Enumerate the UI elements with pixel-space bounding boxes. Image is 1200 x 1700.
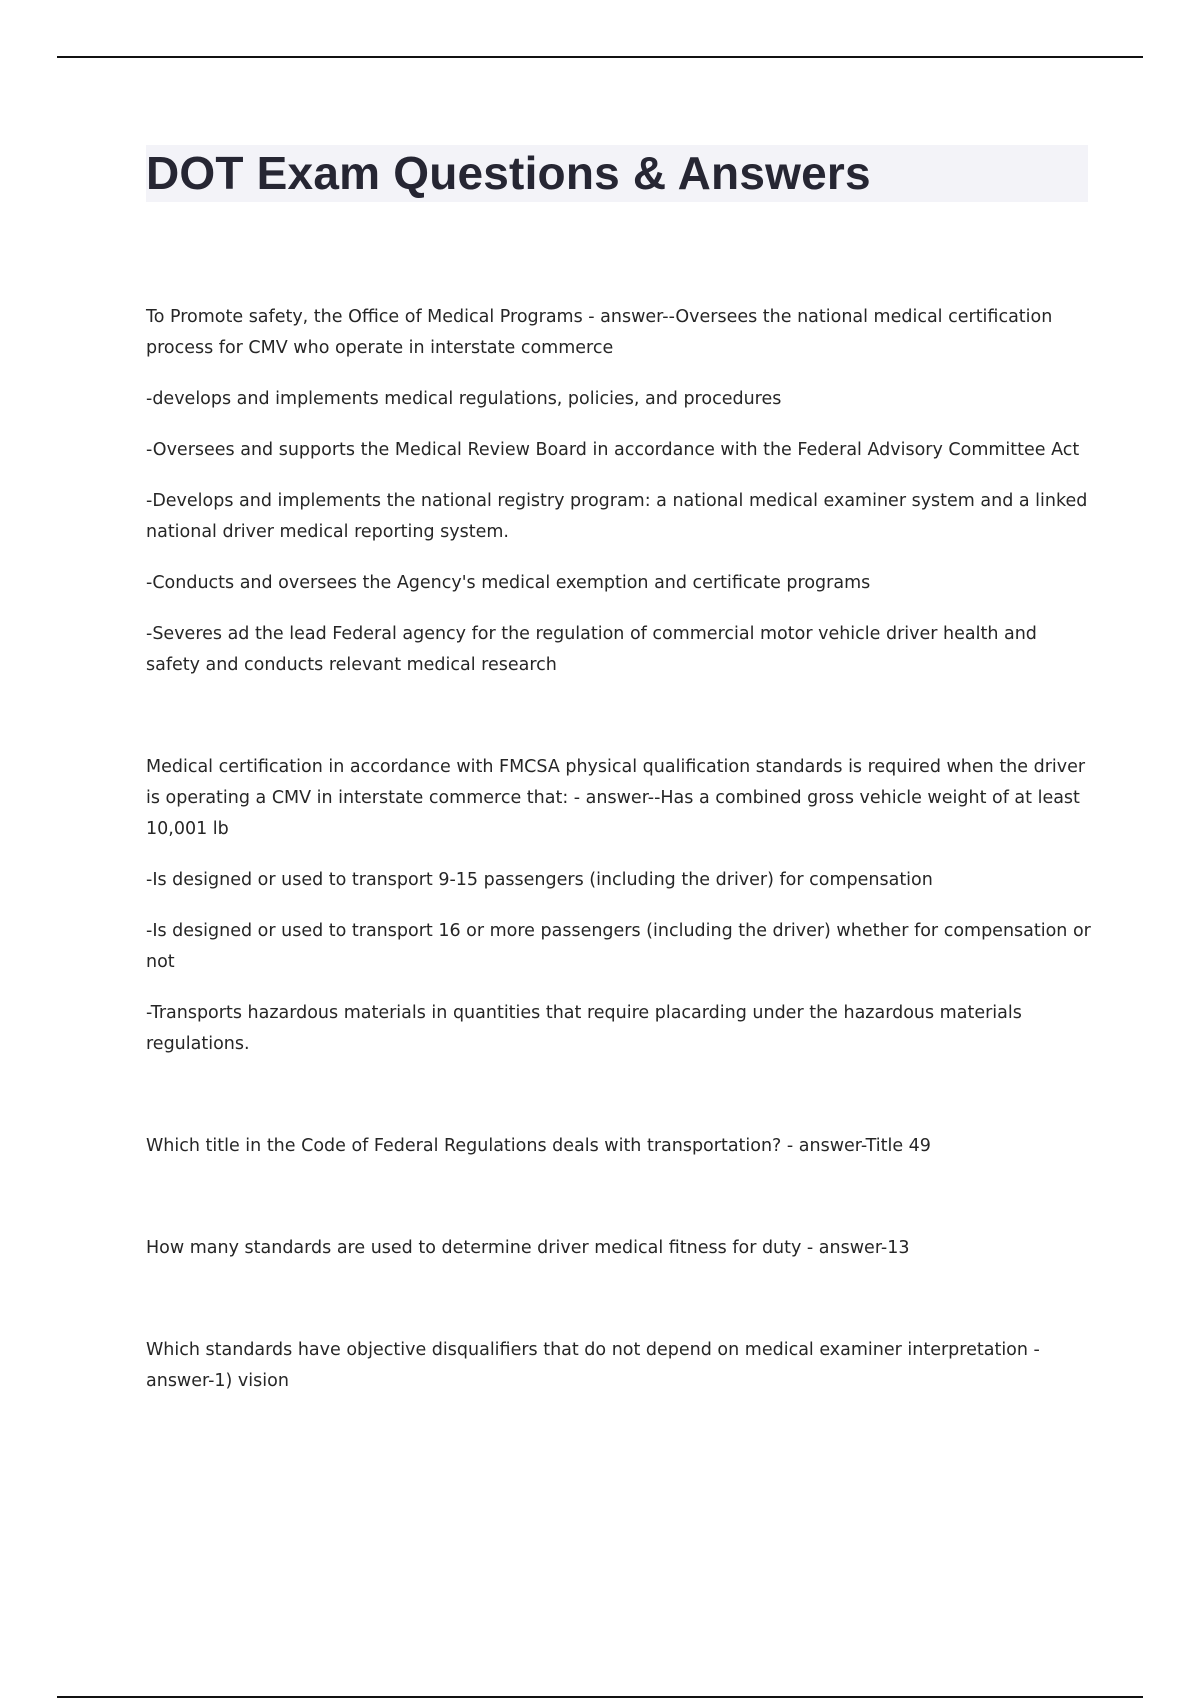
qa-paragraph: -Transports hazardous materials in quantities that require placarding under the hazardous materials regulations. (146, 1003, 1022, 1054)
qa-paragraph: -develops and implements medical regulations, policies, and procedures (146, 389, 782, 409)
qa-paragraph: -Develops and implements the national registry program: a national medical examiner system and a linked national driver medical reporting system. (146, 491, 1088, 542)
qa-block-medical-programs (146, 302, 1091, 681)
qa-paragraph: Medical certification in accordance with FMCSA physical qualification standards is required when the driver is operating a CMV in interstate commerce that: - answer--Has a combined gross vehicle weight of at least 10,001 lb (146, 757, 1086, 839)
qa-block-cfr-title (146, 1131, 1091, 1162)
qa-paragraph: -Is designed or used to transport 16 or more passengers (including the driver) whether for compensation or not (146, 921, 1091, 972)
qa-paragraph: Which title in the Code of Federal Regulations deals with transportation? - answer-Title 49 (146, 1136, 931, 1156)
qa-paragraph: Which standards have objective disqualifiers that do not depend on medical examiner interpretation - answer-1) vision (146, 1340, 1040, 1391)
bottom-rule (57, 1696, 1143, 1698)
qa-paragraph: -Is designed or used to transport 9-15 passengers (including the driver) for compensation (146, 870, 933, 890)
page-title: DOT Exam Questions & Answers (146, 147, 871, 199)
qa-block-medical-certification (146, 752, 1091, 1060)
qa-paragraph: -Severes ad the lead Federal agency for the regulation of commercial motor vehicle driver health and safety and conducts relevant medical research (146, 624, 1037, 675)
qa-paragraph: -Conducts and oversees the Agency's medical exemption and certificate programs (146, 573, 871, 593)
qa-content (146, 302, 1091, 1397)
qa-paragraph: How many standards are used to determine driver medical fitness for duty - answer-13 (146, 1238, 910, 1258)
qa-paragraph: To Promote safety, the Office of Medical Programs - answer--Oversees the national medical certification process for CMV who operate in interstate commerce (146, 307, 1053, 358)
qa-block-standards-count (146, 1233, 1091, 1264)
qa-paragraph: -Oversees and supports the Medical Review Board in accordance with the Federal Advisory Committee Act (146, 440, 1080, 460)
top-rule (57, 56, 1143, 58)
qa-block-objective-disqualifiers (146, 1335, 1091, 1397)
